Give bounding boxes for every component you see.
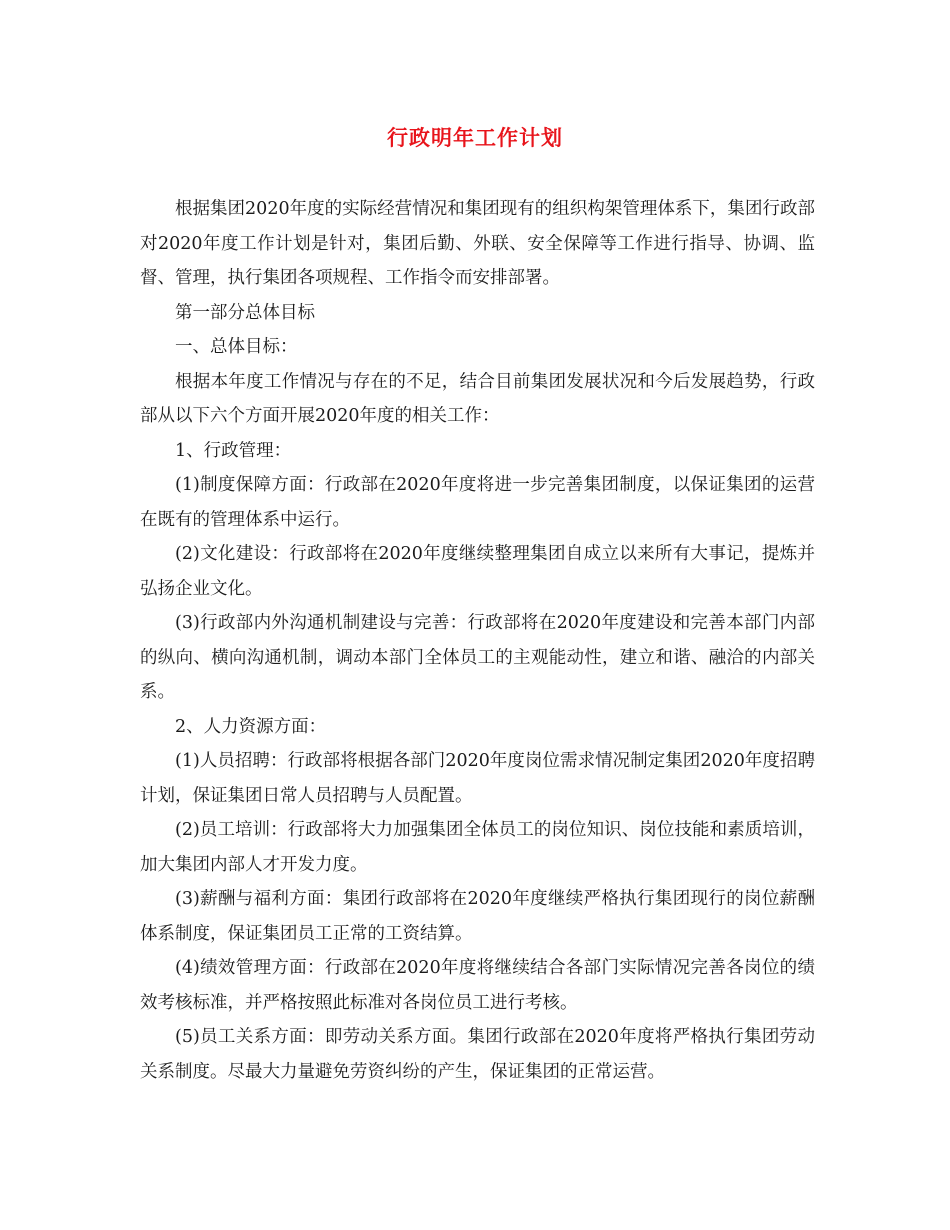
paragraph-employee-relations: (5)员工关系方面：即劳动关系方面。集团行政部在2020年度将严格执行集团劳动关系制度。尽最大力量避免劳资纠纷的产生，保证集团的正常运营。 [140,1027,815,1082]
document-body [140,192,815,1089]
paragraph-intro: 根据集团2020年度的实际经营情况和集团现有的组织构架管理体系下，集团行政部对2020年度工作计划是针对，集团后勤、外联、安全保障等工作进行指导、协调、监督、管理，执行集团各项规程、工作指令而安排部署。 [140,199,815,288]
heading-human-resources: 2、人力资源方面： [175,716,327,737]
document-title: 行政明年工作计划 [387,125,563,150]
paragraph-recruitment: (1)人员招聘：行政部将根据各部门2020年度岗位需求情况制定集团2020年度招聘计划，保证集团日常人员招聘与人员配置。 [140,751,815,806]
paragraph-culture-building: (2)文化建设：行政部将在2020年度继续整理集团自成立以来所有大事记，提炼并弘扬企业文化。 [140,544,815,599]
paragraph-performance: (4)绩效管理方面：行政部在2020年度将继续结合各部门实际情况完善各岗位的绩效考核标准，并严格按照此标准对各岗位员工进行考核。 [140,958,815,1013]
heading-admin-management: 1、行政管理： [175,440,292,461]
heading-overall-goal: 一、总体目标： [175,337,298,357]
paragraph-overview: 根据本年度工作情况与存在的不足，结合目前集团发展状况和今后发展趋势，行政部从以下六个方面开展2020年度的相关工作： [140,371,815,426]
paragraph-communication: (3)行政部内外沟通机制建设与完善：行政部将在2020年度建设和完善本部门内部的纵向、横向沟通机制，调动本部门全体员工的主观能动性，建立和谐、融洽的内部关系。 [140,613,815,702]
paragraph-system-guarantee: (1)制度保障方面：行政部在2020年度将进一步完善集团制度，以保证集团的运营在既有的管理体系中运行。 [140,475,815,530]
paragraph-compensation: (3)薪酬与福利方面：集团行政部将在2020年度继续严格执行集团现行的岗位薪酬体系制度，保证集团员工正常的工资结算。 [140,889,815,944]
paragraph-training: (2)员工培训：行政部将大力加强集团全体员工的岗位知识、岗位技能和素质培训，加大集团内部人才开发力度。 [140,820,815,875]
heading-part-one: 第一部分总体目标 [175,302,315,323]
